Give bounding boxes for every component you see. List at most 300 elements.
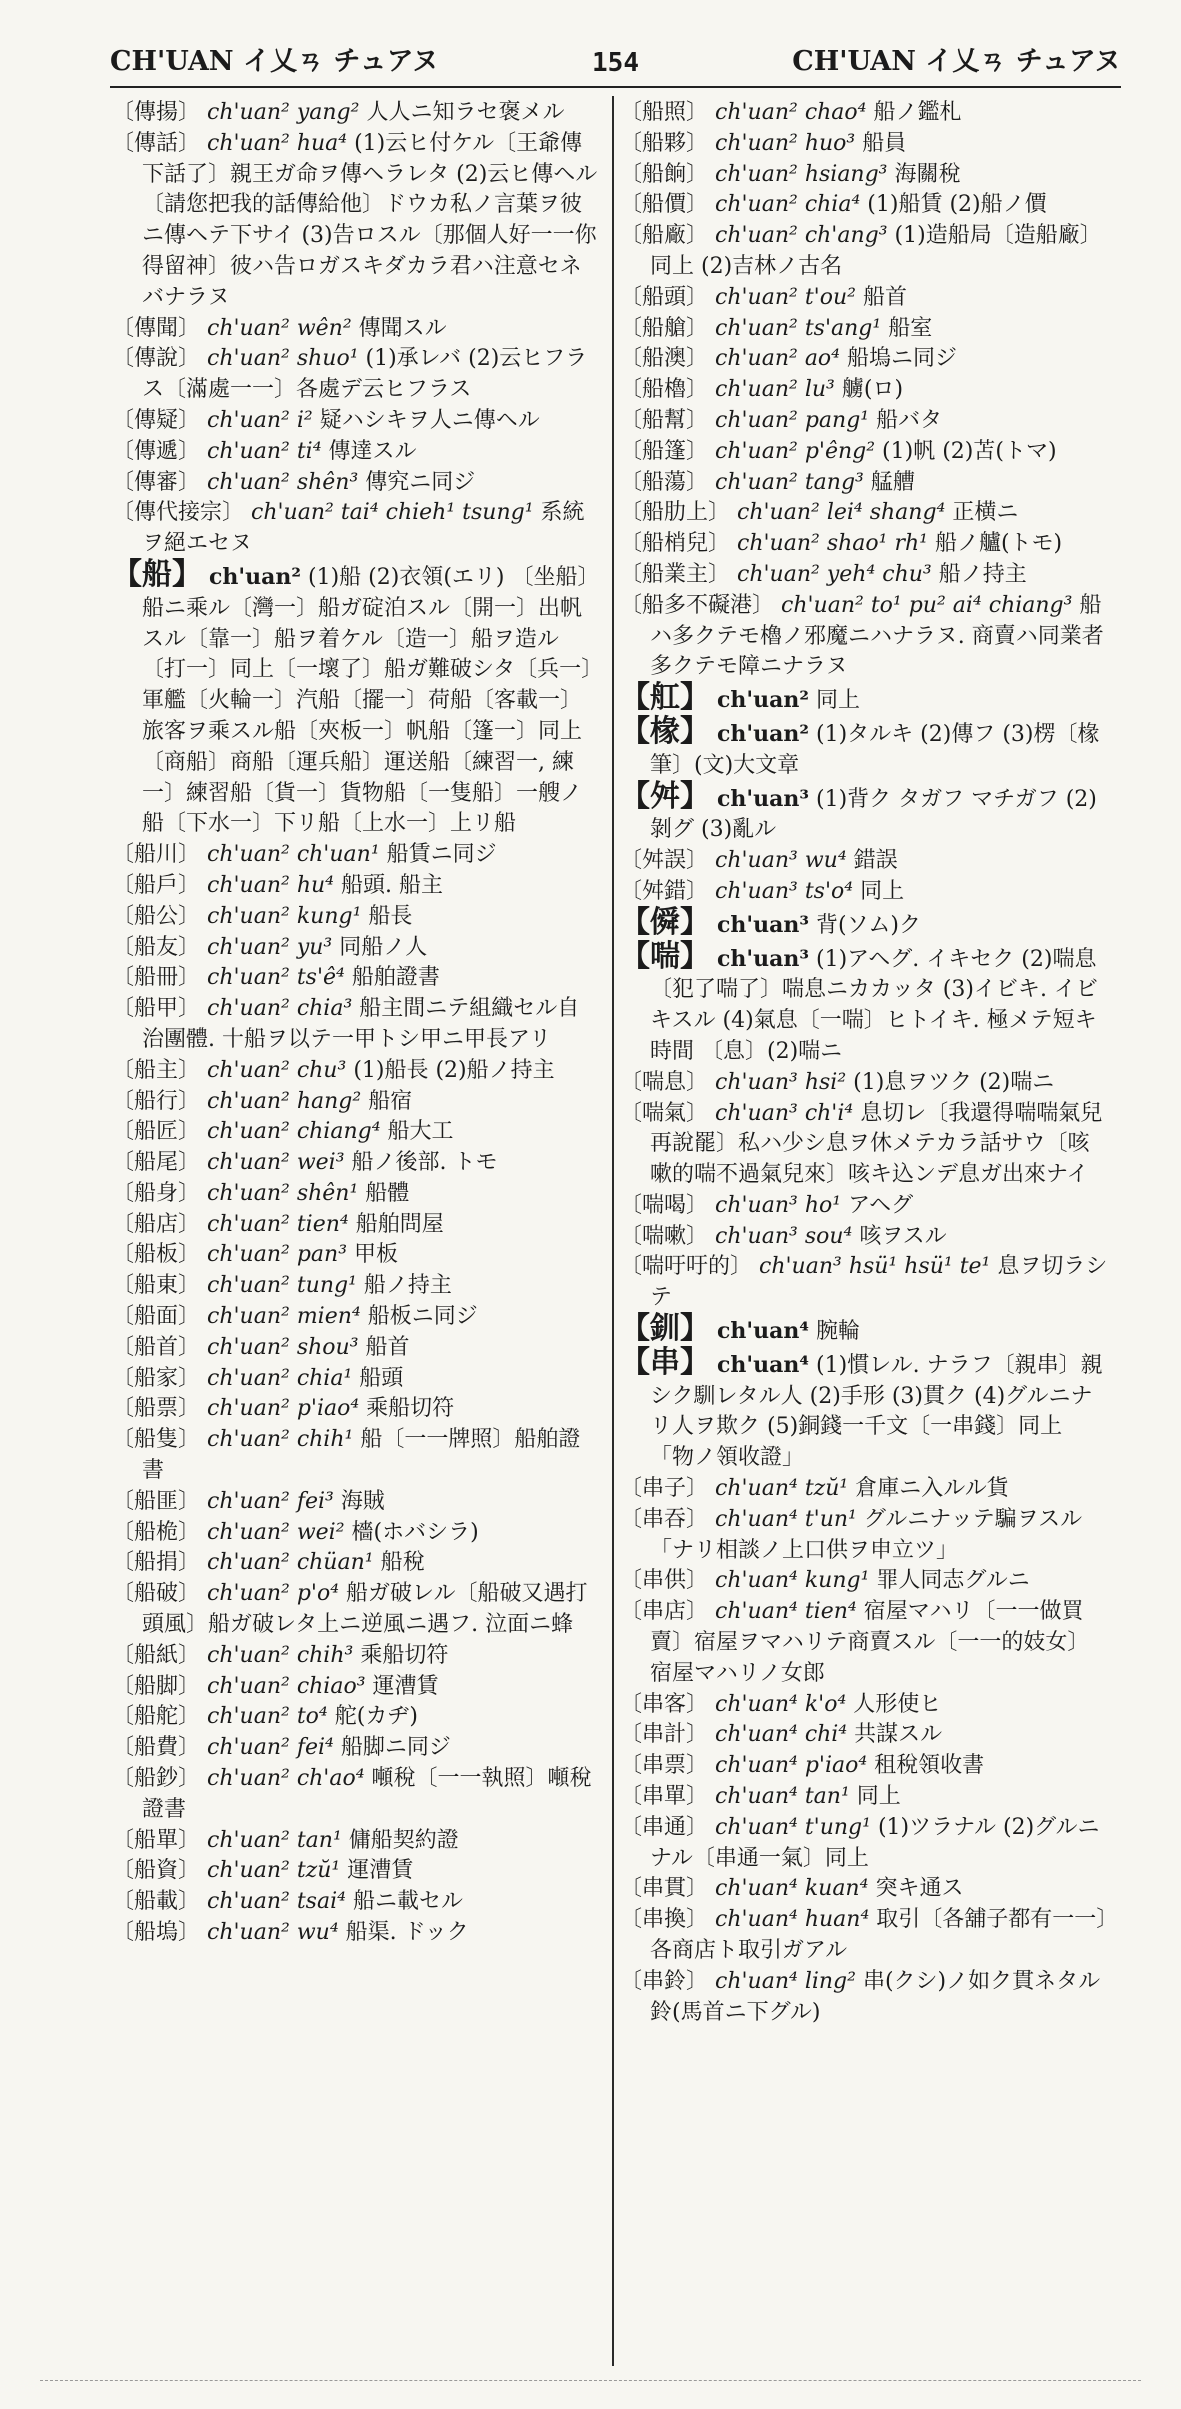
entry-definition: 同上	[816, 688, 861, 714]
entry-definition: 船板ニ同ジ	[367, 1304, 478, 1330]
entry-romanization: ch'uan² shuo¹	[207, 346, 359, 372]
entry-headword: 【船】	[112, 556, 202, 592]
dictionary-entry	[112, 344, 598, 406]
entry-definition: 共謀スル	[854, 1722, 943, 1748]
column-divider	[612, 96, 614, 2366]
entry-romanization: ch'uan² fei³	[207, 1488, 334, 1514]
entry-headword: 〔串換〕	[620, 1907, 709, 1933]
entry-romanization: ch'uan² chüan¹	[207, 1550, 374, 1576]
entry-romanization: ch'uan⁴ ling²	[715, 1968, 856, 1994]
entry-definition: 乘船切符	[360, 1642, 449, 1668]
dictionary-entry	[620, 1751, 1110, 1782]
dictionary-entry	[112, 468, 598, 499]
entry-definition: 船ノ持主	[363, 1273, 452, 1299]
entry-definition: 甲板	[354, 1242, 399, 1268]
entry-romanization: ch'uan² yang²	[207, 100, 360, 125]
entry-romanization: ch'uan² wei²	[207, 1519, 345, 1545]
dictionary-entry	[620, 877, 1110, 908]
entry-headword: 〔船捐〕	[112, 1550, 201, 1576]
dictionary-entry	[620, 529, 1110, 560]
dictionary-entry	[620, 680, 1110, 717]
entry-headword: 〔船桅〕	[112, 1519, 201, 1545]
entry-definition: 船宿	[368, 1088, 413, 1114]
entry-headword: 〔船甲〕	[112, 996, 201, 1022]
entry-definition: 船ニ載セル	[352, 1889, 463, 1915]
dictionary-entry	[112, 1271, 598, 1302]
entry-headword: 〔船費〕	[112, 1735, 201, 1761]
entry-definition: 租稅領收書	[874, 1753, 985, 1779]
entry-headword: 〔船塢〕	[112, 1920, 201, 1946]
entry-headword: 〔船餉〕	[620, 161, 709, 187]
entry-romanization: ch'uan² yu³	[207, 934, 333, 960]
dictionary-entry	[620, 160, 1110, 191]
page-number: 154	[592, 48, 639, 78]
entry-definition: 船室	[888, 315, 933, 341]
entry-headword: 〔船夥〕	[620, 130, 709, 156]
entry-headword: 〔船東〕	[112, 1273, 201, 1299]
dictionary-entry	[620, 1191, 1110, 1222]
entry-definition: 船長	[368, 903, 413, 929]
dictionary-entry	[112, 314, 598, 345]
entry-definition: 艋艚	[870, 469, 915, 495]
entry-headword: 〔船幫〕	[620, 407, 709, 433]
dictionary-entry	[620, 283, 1110, 314]
dictionary-entry	[620, 1222, 1110, 1253]
entry-romanization: ch'uan² chiang⁴	[207, 1119, 381, 1145]
dictionary-entry	[620, 498, 1110, 529]
entry-definition: 船バタ	[876, 407, 943, 433]
entry-headword: 〔船票〕	[112, 1396, 201, 1422]
entry-headword: 〔傳審〕	[112, 469, 201, 495]
entry-romanization: ch'uan² t'ou²	[715, 284, 856, 310]
entry-definition: 同船ノ人	[339, 934, 428, 960]
entry-definition: 船舶證書	[351, 965, 440, 991]
entry-headword: 【串】	[620, 1344, 710, 1380]
entry-definition: 錯誤	[853, 848, 898, 874]
dictionary-entry	[620, 314, 1110, 345]
entry-romanization: ch'uan² shao¹ rh¹	[737, 531, 928, 557]
dictionary-entry	[620, 1905, 1110, 1967]
dictionary-entry	[112, 1641, 598, 1672]
entry-headword: 〔串通〕	[620, 1814, 709, 1840]
entry-definition: (1)アヘグ. イキセク (2)喘息〔犯了喘了〕喘息ニカカッタ (3)イビキ. イビキスル (4)氣息〔一喘〕ヒトイキ. 極メテ短キ時間 〔息〕(2)喘ニ	[650, 946, 1098, 1064]
dictionary-entry	[620, 1782, 1110, 1813]
entry-romanization: ch'uan² tung¹	[207, 1273, 357, 1299]
entry-headword: 〔船匠〕	[112, 1119, 201, 1145]
dictionary-entry	[112, 556, 598, 840]
dictionary-entry	[620, 1874, 1110, 1905]
entry-romanization: ch'uan⁴	[717, 1318, 810, 1345]
entry-definition: 傭船契約證	[348, 1827, 459, 1853]
entry-romanization: ch'uan² tai⁴ chieh¹ tsung¹	[251, 500, 534, 526]
entry-romanization: ch'uan² mien⁴	[207, 1304, 361, 1330]
entry-definition: 傳達スル	[328, 438, 417, 464]
entry-definition: アヘグ	[848, 1192, 914, 1218]
entry-headword: 〔船梢兒〕	[620, 531, 731, 557]
entry-definition: 背(ソム)ク	[816, 912, 921, 938]
dictionary-entry	[620, 1474, 1110, 1505]
entry-headword: 【椽】	[620, 713, 710, 749]
dictionary-entry	[620, 1597, 1110, 1689]
entry-headword: 〔船友〕	[112, 934, 201, 960]
dictionary-entry	[620, 560, 1110, 591]
entry-romanization: ch'uan⁴ chi⁴	[715, 1722, 848, 1748]
dictionary-entry	[620, 713, 1110, 782]
entry-definition: 傳究ニ同ジ	[365, 469, 476, 495]
dictionary-entry	[620, 1566, 1110, 1597]
entry-romanization: ch'uan²	[717, 687, 810, 714]
entry-romanization: ch'uan² fei⁴	[207, 1735, 334, 1761]
entry-definition: 船頭	[359, 1365, 404, 1391]
entry-headword: 〔船資〕	[112, 1858, 201, 1884]
entry-romanization: ch'uan² tang³	[715, 469, 864, 495]
entry-headword: 〔傳話〕	[112, 130, 201, 156]
entry-romanization: ch'uan⁴ huan⁴	[715, 1907, 870, 1933]
entry-definition: 海關稅	[894, 161, 961, 187]
entry-romanization: ch'uan² lu³	[715, 377, 835, 403]
entry-romanization: ch'uan² to⁴	[207, 1704, 328, 1730]
entry-romanization: ch'uan² wei³	[207, 1150, 345, 1176]
entry-definition: 船ノ鑑札	[873, 100, 962, 125]
dictionary-entry	[620, 778, 1110, 847]
entry-definition: 船塢ニ同ジ	[847, 346, 958, 372]
dictionary-entry	[620, 1344, 1110, 1474]
entry-romanization: ch'uan³ ho¹	[715, 1192, 842, 1218]
entry-romanization: ch'uan² to¹ pu² ai⁴ chiang³	[781, 592, 1073, 618]
entry-romanization: ch'uan² chih¹	[207, 1427, 354, 1453]
entry-definition: 船體	[365, 1180, 410, 1206]
dictionary-entry	[620, 1505, 1110, 1567]
entry-definition: 乘船切符	[366, 1396, 455, 1422]
entry-romanization: ch'uan² tan¹	[207, 1827, 342, 1853]
entry-definition: 突キ通ス	[875, 1876, 964, 1902]
bottom-rule	[40, 2380, 1141, 2382]
entry-romanization: ch'uan² p'iao⁴	[207, 1396, 360, 1422]
entry-definition: (1)タルキ (2)傳フ (3)楞〔椽筆〕(文)大文章	[650, 721, 1100, 778]
entry-romanization: ch'uan⁴ t'un¹	[715, 1506, 857, 1532]
dictionary-entry	[620, 1813, 1110, 1875]
dictionary-entry	[112, 98, 598, 129]
dictionary-entry	[112, 1579, 598, 1641]
entry-headword: 〔船蕩〕	[620, 469, 709, 495]
entry-romanization: ch'uan² chih³	[207, 1642, 354, 1668]
entry-headword: 〔喘氣〕	[620, 1100, 709, 1126]
entry-headword: 〔船行〕	[112, 1088, 201, 1114]
entry-headword: 〔串客〕	[620, 1691, 709, 1717]
dictionary-entry	[112, 871, 598, 902]
entry-definition: (1)船賃 (2)船ノ價	[867, 192, 1047, 218]
entry-romanization: ch'uan²	[717, 720, 810, 747]
entry-romanization: ch'uan³ sou⁴	[715, 1223, 853, 1249]
dictionary-entry	[112, 1918, 598, 1949]
entry-romanization: ch'uan⁴ tan¹	[715, 1784, 850, 1810]
entry-headword: 〔船肋上〕	[620, 500, 731, 526]
dictionary-entry	[112, 1394, 598, 1425]
entry-definition: 船ノ艫(トモ)	[934, 531, 1063, 557]
dictionary-entry	[620, 1720, 1110, 1751]
entry-definition: 船員	[862, 130, 907, 156]
entry-definition: 船ガ破レル〔船破又遇打頭風〕船ガ破レタ上ニ逆風ニ遇フ. 泣面ニ蜂	[142, 1581, 588, 1638]
entry-headword: 〔船隻〕	[112, 1427, 201, 1453]
entry-definition: (1)船 (2)衣領(エリ) 〔坐船〕船ニ乘ル〔灣一〕船ガ碇泊スル〔開一〕出帆スル〔靠一〕船ヲ着ケル〔造一〕船ヲ造ル〔打一〕同上〔一壞了〕船ガ難破シタ〔兵一〕軍艦〔火輪一〕汽船〔擺一〕荷船〔客載一〕旅客ヲ乘スル船〔夾板一〕帆船〔篷一〕同上〔商船〕商船〔運兵船〕運送船〔練習一, 練一〕練習船〔貨一〕貨物船〔一隻船〕一艘ノ船〔下水一〕下リ船〔上水一〕上リ船	[142, 564, 593, 837]
entry-headword: 〔船板〕	[112, 1242, 201, 1268]
dictionary-entry	[620, 468, 1110, 499]
dictionary-entry	[112, 437, 598, 468]
entry-definition: (1)慣レル. ナラフ〔親串〕親シク馴レタル人 (2)手形 (3)貫ク (4)グルニナリ人ヲ欺ク (5)銅錢一千文〔一串錢〕同上 「物ノ領收證」	[650, 1352, 1103, 1471]
entry-romanization: ch'uan² lei⁴ shang⁴	[737, 500, 946, 526]
entry-definition: 腕輪	[816, 1319, 861, 1345]
dictionary-entry	[620, 406, 1110, 437]
entry-headword: 〔船業主〕	[620, 561, 731, 587]
entry-romanization: ch'uan² wu⁴	[207, 1920, 339, 1946]
entry-definition: 船主間ニテ組織セル自治團體. 十船ヲ以テ一甲トシ甲ニ甲長アリ	[142, 996, 580, 1052]
dictionary-entry	[620, 375, 1110, 406]
dictionary-entry	[620, 129, 1110, 160]
dictionary-entry	[620, 98, 1110, 129]
entry-definition: 船渠. ドック	[345, 1920, 469, 1946]
dictionary-entry	[112, 1117, 598, 1148]
entry-headword: 〔船頭〕	[620, 284, 709, 310]
entry-headword: 〔船尾〕	[112, 1150, 201, 1176]
entry-romanization: ch'uan³	[717, 945, 810, 972]
dictionary-entry	[620, 1252, 1110, 1314]
entry-definition: 同上	[856, 1784, 901, 1810]
dictionary-entry	[112, 963, 598, 994]
entry-definition: グルニナッテ騙ヲスル 「ナリ相談ノ上口供ヲ申立ツ」	[650, 1506, 1083, 1563]
entry-headword: 〔喘吁吁的〕	[620, 1254, 753, 1280]
entry-romanization: ch'uan² chao⁴	[715, 100, 867, 125]
entry-headword: 〔船匪〕	[112, 1488, 201, 1514]
entry-headword: 〔船面〕	[112, 1304, 201, 1330]
dictionary-entry	[112, 1425, 598, 1487]
entry-romanization: ch'uan² chiao³	[207, 1673, 366, 1699]
entry-definition: 系統ヲ絕エセヌ	[142, 500, 585, 557]
dictionary-entry	[112, 406, 598, 437]
dictionary-entry	[620, 190, 1110, 221]
entry-headword: 〔傳聞〕	[112, 315, 201, 341]
entry-romanization: ch'uan³ hsi²	[715, 1069, 847, 1095]
dictionary-entry	[112, 1887, 598, 1918]
entry-definition: (1)息ヲツク (2)喘ニ	[853, 1069, 1055, 1095]
left-column	[112, 98, 598, 2368]
entry-headword: 〔串貫〕	[620, 1876, 709, 1902]
entry-headword: 〔傳代接宗〕	[112, 500, 245, 526]
entry-definition: 船大工	[387, 1119, 454, 1145]
entry-definition: 運漕賃	[372, 1673, 439, 1699]
entry-romanization: ch'uan² tzŭ¹	[207, 1858, 341, 1884]
dictionary-entry	[620, 1967, 1110, 2029]
entry-definition: (1)云ヒ付ケル〔王爺傳下話了〕親王ガ命ヲ傳ヘラレタ (2)云ヒ傳ヘル〔請您把我的話傳給他〕ドウカ私ノ言葉ヲ彼ニ傳ヘテ下サイ (3)告ロスル〔那個人好一一你得留神〕彼ハ告ロガスキダカラ君ハ注意セネバナラヌ	[142, 130, 598, 310]
entry-headword: 〔串吞〕	[620, 1506, 709, 1532]
entry-headword: 〔船廠〕	[620, 223, 709, 249]
entry-headword: 〔船鈔〕	[112, 1766, 201, 1792]
entry-headword: 〔船艙〕	[620, 315, 709, 341]
dictionary-entry	[112, 1240, 598, 1271]
entry-definition: 船舶問屋	[355, 1211, 444, 1237]
entry-romanization: ch'uan² ts'ang¹	[715, 315, 882, 341]
entry-headword: 〔傳疑〕	[112, 407, 201, 433]
entry-headword: 〔舛誤〕	[620, 848, 709, 874]
dictionary-entry	[112, 1333, 598, 1364]
entry-romanization: ch'uan² p'êng²	[715, 438, 876, 464]
entry-definition: 噸稅〔一一執照〕噸稅證書	[142, 1766, 592, 1822]
entry-romanization: ch'uan⁴ tien⁴	[715, 1599, 857, 1625]
entry-headword: 〔船照〕	[620, 100, 709, 125]
entry-headword: 〔船身〕	[112, 1180, 201, 1206]
dictionary-entry	[112, 129, 598, 314]
dictionary-entry	[112, 1210, 598, 1241]
entry-romanization: ch'uan³	[717, 785, 810, 812]
entry-headword: 〔船店〕	[112, 1211, 201, 1237]
entry-romanization: ch'uan² ch'uan¹	[207, 842, 380, 868]
entry-headword: 【喘】	[620, 938, 710, 974]
entry-romanization: ch'uan² shên¹	[207, 1180, 359, 1206]
entry-definition: 船賃ニ同ジ	[386, 842, 497, 868]
entry-headword: 〔串子〕	[620, 1476, 709, 1502]
entry-headword: 〔串供〕	[620, 1568, 709, 1594]
entry-definition: 人形使ヒ	[853, 1691, 942, 1717]
dictionary-entry	[620, 846, 1110, 877]
entry-headword: 〔船多不礙港〕	[620, 592, 775, 618]
entry-definition: 串(クシ)ノ如ク貫ネタル鈴(馬首ニ下グル)	[650, 1968, 1101, 2025]
entry-headword: 〔船舵〕	[112, 1704, 201, 1730]
entry-headword: 【舡】	[620, 680, 710, 716]
entry-romanization: ch'uan² hua⁴	[207, 130, 348, 156]
entry-definition: 檣(ホバシラ)	[351, 1519, 479, 1545]
entry-romanization: ch'uan² chu³	[207, 1057, 347, 1083]
entry-definition: 罪人同志グルニ	[876, 1568, 1030, 1594]
entry-headword: 〔船單〕	[112, 1827, 201, 1853]
entry-headword: 〔喘喝〕	[620, 1192, 709, 1218]
entry-definition: 取引〔各舖子都有一一〕各商店ト取引ガアル	[650, 1907, 1108, 1964]
entry-romanization: ch'uan² ch'ang³	[715, 223, 888, 249]
dictionary-entry	[112, 933, 598, 964]
dictionary-entry	[620, 1311, 1110, 1348]
entry-headword: 〔串票〕	[620, 1753, 709, 1779]
entry-headword: 〔船破〕	[112, 1581, 201, 1607]
entry-romanization: ch'uan² shou³	[207, 1334, 359, 1360]
header-rule	[110, 86, 1121, 88]
entry-romanization: ch'uan³ hsü¹ hsü¹ te¹	[759, 1254, 991, 1280]
dictionary-entry	[112, 498, 598, 560]
entry-headword: 〔串單〕	[620, 1784, 709, 1810]
entry-headword: 〔喘嗽〕	[620, 1223, 709, 1249]
dictionary-entry	[112, 1487, 598, 1518]
entry-romanization: ch'uan⁴ kuan⁴	[715, 1876, 869, 1902]
entry-headword: 〔船價〕	[620, 192, 709, 218]
entry-definition: 息切レ〔我還得喘喘氣兒再說罷〕私ハ少シ息ヲ休メテカラ話サウ〔咳嗽的喘不過氣兒來〕咳キ込ンデ息ガ出來ナイ	[650, 1100, 1103, 1188]
entry-definition: 船ノ後部. トモ	[351, 1150, 498, 1176]
entry-romanization: ch'uan² kung¹	[207, 903, 362, 929]
entry-headword: 〔船公〕	[112, 903, 201, 929]
entry-romanization: ch'uan² shên³	[207, 469, 359, 495]
dictionary-entry	[112, 1856, 598, 1887]
dictionary-entry	[112, 1518, 598, 1549]
dictionary-entry	[112, 840, 598, 871]
entry-romanization: ch'uan² hu⁴	[207, 872, 334, 898]
entry-headword: 〔船冊〕	[112, 965, 201, 991]
entry-romanization: ch'uan²	[209, 563, 302, 590]
entry-headword: 〔船川〕	[112, 842, 201, 868]
dictionary-entry	[620, 437, 1110, 468]
entry-romanization: ch'uan⁴ t'ung¹	[715, 1814, 871, 1840]
dictionary-entry	[112, 1672, 598, 1703]
entry-definition: 艣(ロ)	[841, 377, 904, 403]
right-column	[620, 98, 1110, 2368]
entry-definition: 船頭. 船主	[340, 872, 443, 898]
entry-romanization: ch'uan² chia⁴	[715, 192, 861, 218]
dictionary-entry	[112, 902, 598, 933]
entry-definition: 船ノ持主	[938, 561, 1027, 587]
entry-headword: 〔船脚〕	[112, 1673, 201, 1699]
entry-romanization: ch'uan² chia¹	[207, 1365, 353, 1391]
entry-definition: (1)船長 (2)船ノ持主	[353, 1057, 555, 1083]
entry-romanization: ch'uan² p'o⁴	[207, 1581, 340, 1607]
entry-definition: (1)帆 (2)苫(トマ)	[882, 438, 1057, 464]
entry-headword: 〔船主〕	[112, 1057, 201, 1083]
entry-headword: 〔船戶〕	[112, 872, 201, 898]
dictionary-entry	[112, 1548, 598, 1579]
dictionary-entry	[112, 1087, 598, 1118]
dictionary-entry	[620, 938, 1110, 1068]
entry-headword: 〔船櫓〕	[620, 377, 709, 403]
entry-headword: 〔船澳〕	[620, 346, 709, 372]
dictionary-entry	[112, 994, 598, 1056]
entry-headword: 〔船載〕	[112, 1889, 201, 1915]
dictionary-entry	[620, 591, 1110, 683]
dictionary-entry	[620, 344, 1110, 375]
entry-definition: 人人ニ知ラセ褒メル	[366, 100, 565, 125]
entry-definition: 船ハ多クテモ櫓ノ邪魔ニハナラヌ. 商賣ハ同業者多クテモ障ニナラヌ	[650, 592, 1104, 680]
entry-definition: 正横ニ	[952, 500, 1019, 526]
entry-romanization: ch'uan³ ts'o⁴	[715, 878, 854, 904]
entry-romanization: ch'uan² wên²	[207, 315, 352, 341]
entry-definition: 息ヲ切ラシテ	[650, 1254, 1108, 1311]
entry-romanization: ch'uan² hang²	[207, 1088, 362, 1114]
entry-definition: 運漕賃	[347, 1858, 414, 1884]
dictionary-entry	[620, 1068, 1110, 1099]
entry-romanization: ch'uan² pang¹	[715, 407, 870, 433]
entry-romanization: ch'uan² ch'ao⁴	[207, 1766, 365, 1792]
entry-romanization: ch'uan³	[717, 911, 810, 938]
entry-headword: 【舛】	[620, 778, 710, 814]
header-right: CH'UAN イ乂ㄢ チュアヌ	[792, 46, 1121, 77]
entry-romanization: ch'uan² yeh⁴ chu³	[737, 561, 932, 587]
entry-definition: (1)背ク タガフ マチガフ (2)剝グ (3)亂ル	[650, 786, 1097, 843]
entry-romanization: ch'uan⁴ tzŭ¹	[715, 1476, 849, 1502]
dictionary-entry	[112, 1056, 598, 1087]
dictionary-entry	[112, 1364, 598, 1395]
entry-romanization: ch'uan⁴ kung¹	[715, 1568, 870, 1594]
dictionary-entry	[112, 1702, 598, 1733]
entry-definition: 宿屋マハリ〔一一做買賣〕宿屋ヲマハリテ商賣スル〔一一的妓女〕宿屋マハリノ女郎	[650, 1599, 1090, 1686]
entry-romanization: ch'uan² ao⁴	[715, 346, 841, 372]
entry-romanization: ch'uan⁴	[717, 1351, 810, 1378]
dictionary-entry	[620, 221, 1110, 283]
entry-definition: 船首	[365, 1334, 410, 1360]
entry-headword: 〔船篷〕	[620, 438, 709, 464]
entry-headword: 〔串計〕	[620, 1722, 709, 1748]
entry-definition: 舵(カヂ)	[334, 1704, 418, 1730]
entry-definition: 傳聞スル	[358, 315, 447, 341]
entry-definition: (1)承レバ (2)云ヒフラス〔滿處一一〕各處デ云ヒフラス	[142, 346, 588, 403]
entry-headword: 〔傳揚〕	[112, 100, 201, 125]
entry-headword: 〔串鈴〕	[620, 1968, 709, 1994]
entry-romanization: ch'uan⁴ p'iao⁴	[715, 1753, 868, 1779]
dictionary-entry	[112, 1764, 598, 1826]
entry-definition: 倉庫ニ入ルル貨	[855, 1476, 1009, 1502]
entry-romanization: ch'uan² i²	[207, 407, 313, 433]
